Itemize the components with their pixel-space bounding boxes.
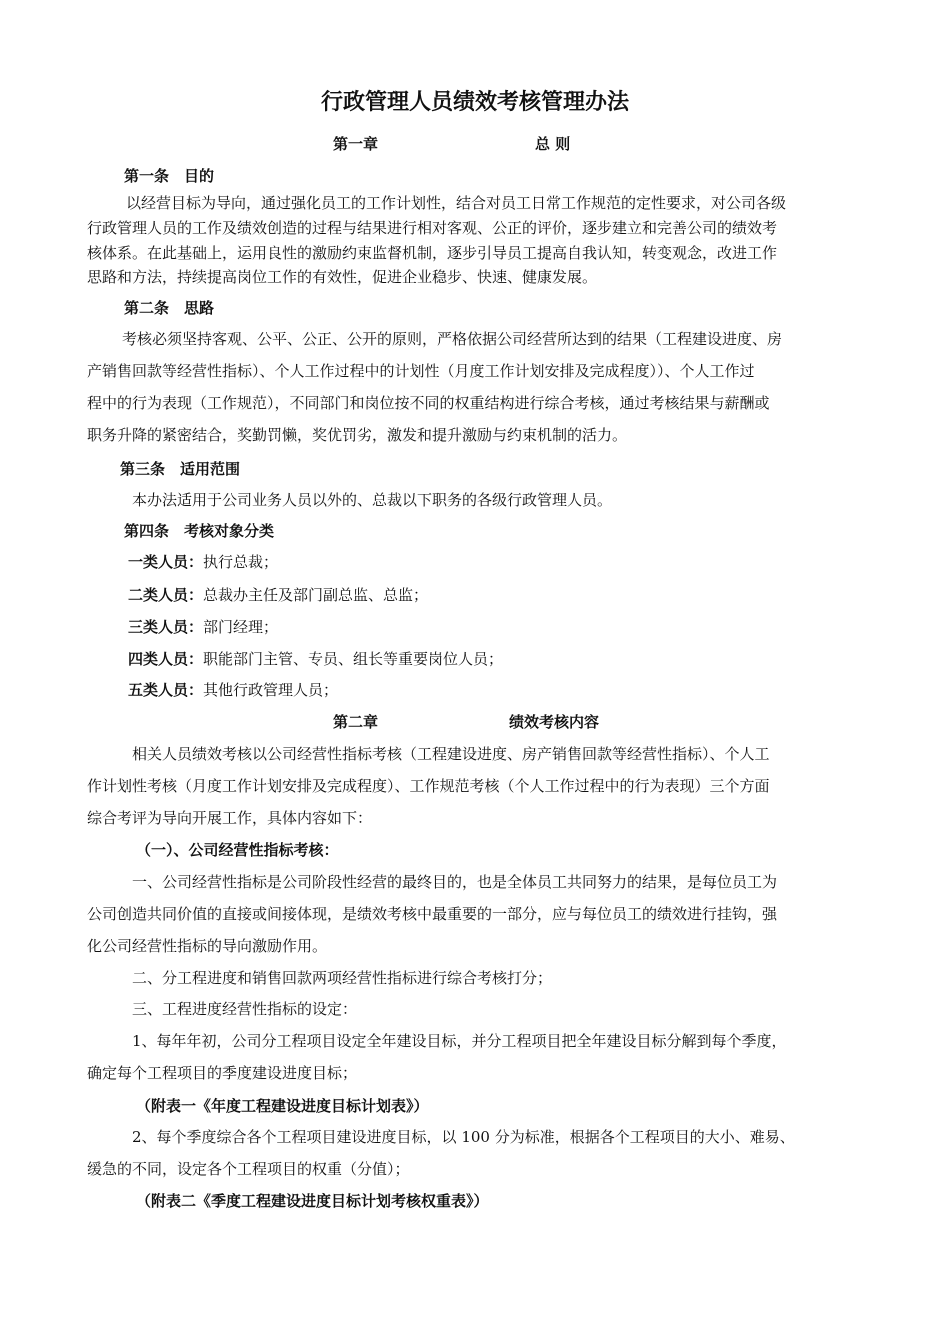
section1-item1-line: 公司创造共同价值的直接或间接体现，是绩效考核中最重要的一部分，应与每位员工的绩效进行挂钩，强 [87,905,778,923]
category-label: 二类人员： [128,586,204,604]
category-item [128,680,338,700]
category-label: 三类人员： [128,618,204,636]
category-desc: 部门经理； [203,618,279,636]
intro-line: 相关人员绩效考核以公司经营性指标考核（工程建设进度、房产销售回款等经营性指标）、个人工 [132,745,770,763]
article3-text: 本办法适用于公司业务人员以外的、总裁以下职务的各级行政管理人员。 [132,491,613,509]
article2-line: 考核必须坚持客观、公平、公正、公开的原则，严格依据公司经营所达到的结果（工程建设进度、房 [122,330,783,348]
article1-line: 思路和方法，持续提高岗位工作的有效性，促进企业稳步、快速、健康发展。 [87,268,598,286]
section1-sub1-line: 1、每年年初，公司分工程项目设定全年建设目标，并分工程项目把全年建设目标分解到每个季度， [132,1032,787,1050]
category-item [128,617,278,637]
section1-sub2-line: 2、每个季度综合各个工程项目建设进度目标，以 100 分为标准，根据各个工程项目的大小、难易、 [132,1128,795,1146]
article2-line: 程中的行为表现（工作规范），不同部门和岗位按不同的权重结构进行综合考核，通过考核结果与薪酬或 [87,394,770,412]
category-item [128,552,278,572]
article2-line: 职务升降的紧密结合，奖勤罚懒，奖优罚劣，激发和提升激励与约束机制的活力。 [87,426,628,444]
category-label: 五类人员： [128,681,204,699]
chapter1-number: 第一章 [333,135,379,153]
appendix-table1-ref: （附表一《年度工程建设进度目标计划表》） [136,1097,429,1115]
article3-heading: 第三条 适用范围 [120,460,241,478]
article1-line: 行政管理人员的工作及绩效创造的过程与结果进行相对客观、公正的评价，逐步建立和完善公司的绩效考 [87,219,778,237]
category-item [128,585,428,605]
intro-line: 综合考评为导向开展工作，具体内容如下： [87,809,373,827]
category-desc: 其他行政管理人员； [203,681,339,699]
section1-sub2-line: 缓急的不同，设定各个工程项目的权重（分值）； [87,1160,410,1178]
article1-line: 核体系。在此基础上，运用良性的激励约束监督机制，逐步引导员工提高自我认知，转变观念，改进工作 [87,244,778,262]
category-item [128,649,503,669]
document-title: 行政管理人员绩效考核管理办法 [320,89,629,115]
section1-item3: 三、工程进度经营性指标的设定： [132,1000,358,1018]
article4-heading: 第四条 考核对象分类 [124,522,275,540]
chapter2-number: 第二章 [333,713,379,731]
article1-line: 以经营目标为导向，通过强化员工的工作计划性，结合对员工日常工作规范的定性要求，对公司各级 [126,194,787,212]
section1-item2: 二、分工程进度和销售回款两项经营性指标进行综合考核打分； [132,969,553,987]
appendix-table2-ref: （附表二《季度工程建设进度目标计划考核权重表》） [136,1192,489,1210]
category-desc: 执行总裁； [203,553,279,571]
section1-item1-line: 一、公司经营性指标是公司阶段性经营的最终目的，也是全体员工共同努力的结果，是每位员工为 [132,873,778,891]
category-desc: 总裁办主任及部门副总监、总监； [203,586,429,604]
chapter1-name: 总 则 [535,135,571,153]
intro-line: 作计划性考核（月度工作计划安排及完成程度）、工作规范考核（个人工作过程中的行为表现）三个方面 [87,777,770,795]
section1-item1-line: 化公司经营性指标的导向激励作用。 [87,937,328,955]
category-label: 四类人员： [128,650,204,668]
category-label: 一类人员： [128,553,204,571]
chapter2-name: 绩效考核内容 [509,713,600,731]
category-desc: 职能部门主管、专员、组长等重要岗位人员； [203,650,504,668]
section1-heading: （一）、公司经营性指标考核： [136,841,339,859]
article1-heading: 第一条 目的 [124,167,215,185]
section1-sub1-line: 确定每个工程项目的季度建设进度目标； [87,1064,358,1082]
article2-line: 产销售回款等经营性指标）、个人工作过程中的计划性（月度工作计划安排及完成程度））、个人工作过 [87,362,755,380]
article2-heading: 第二条 思路 [124,299,215,317]
